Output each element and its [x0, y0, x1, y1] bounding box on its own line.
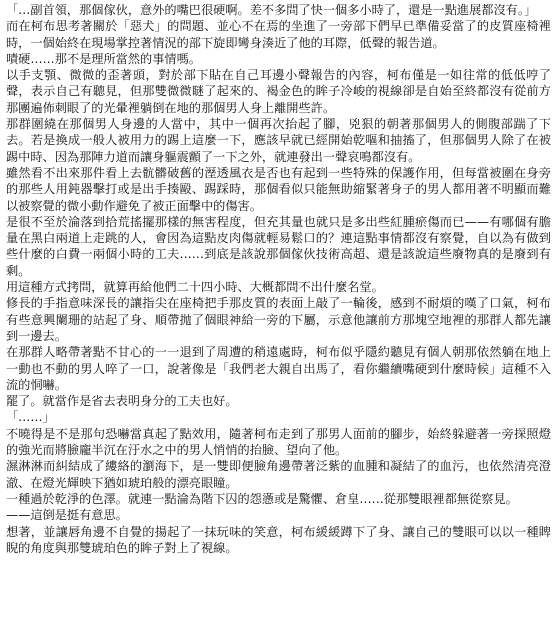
paragraph: 是很不至於淪落到拾荒搖擺那樣的無害程度，但充其量也就只是多出些紅腫瘀傷而已——有哪個有膽量在黑白兩道上走跳的人，會因為這點皮肉傷就輕易鬆口的？連這點事情都沒有察覺，自以為有做到些什麼的白費一兩個小時的工夫……到底是該說那個傢伙技術高超、還是該說這些廢物真的是廢到有剩。 [6, 214, 551, 278]
paragraph: 「…副首領，那個傢伙，意外的嘴巴很硬啊。差不多問了快一個多小時了，還是一點進展都沒有。」 [6, 3, 537, 17]
paragraph: 想著，並讓唇角邊不自覺的揚起了一抹玩味的笑意，柯布緩緩蹲下了身、讓自己的雙眼可以以一種睥睨的角度與那雙琥珀色的眸子對上了視線。 [6, 524, 551, 555]
paragraph: 修長的手指意味深長的讓指尖在座椅把手那皮質的表面上敲了一輪後，感到不耐煩的嘆了口氣，柯布有些意興闌珊的站起了身、順帶拋了個眼神給一旁的下屬，示意他讓前方那塊空地裡的那群人都先讓到一邊去。 [6, 296, 551, 343]
paragraph: 在那群人略帶著點不甘心的一一退到了周遭的稍遠處時，柯布似乎隱約聽見有個人朝那依然躺在地上一動也不動的男人啐了一口，說著像是「我們老大親自出馬了，看你繼續嘴硬到什麼時候」這種不入流的恫嚇。 [6, 345, 551, 392]
paragraph: 那群圍繞在那個男人身邊的人當中，其中一個再次抬起了腳，兇狠的朝著那個男人的側腹部踹了下去。若是換成一般人被用力的踢上這麼一下，應該早就已經開始乾嘔和抽搐了，但那個男人除了在被踢中時、因為那陣力道而讓身軀震顫了一下之外，就連發出一聲哀鳴都沒有。 [6, 117, 551, 164]
paragraph: 濕淋淋而糾結成了縷絡的瀏海下，是一雙即便臉角邊帶著泛紫的血腫和凝結了的血污，也依然清亮澄澈、在燈光輝映下猶如琥珀般的漂亮眼瞳。 [6, 459, 551, 490]
paragraph: 以手支顎、微微的歪著頭，對於部下貼在自己耳邊小聲報告的內容，柯布僅是一如往常的低低哼了聲，表示自己有聽見，但那雙微微瞇了起來的、褐金色的眸子冷峻的視線卻是自始至終都沒有從前方那團遍佈刺眼了的光暈裡躺倒在地的那個男人身上離開些許。 [6, 68, 551, 115]
paragraph: 不曉得是不是那句恐嚇當真起了點效用，隨著柯布走到了那男人面前的腳步，始終躲避著一旁探照燈的強光而將臉龐半沉在汙水之中的男人悄悄的抬臉、望向了他。 [6, 426, 551, 458]
paragraph: 罷了。就當作是省去表明身分的工夫也好。 [6, 394, 238, 409]
paragraph: 一種過於乾淨的色澤。就連一點淪為階下囚的怨懣或是驚懼、倉皇……從那雙眼裡都無從察見。 [6, 491, 518, 506]
paragraph: 用這種方式拷問，就算再給他們二十四小時、大概都問不出什麼名堂。 [6, 280, 384, 295]
paragraph: ——這倒是挺有意思。 [6, 508, 128, 523]
paragraph: 嘖硬……那不是理所當然的事情嗎。 [6, 51, 201, 66]
paragraph: 「……」 [6, 410, 55, 425]
paragraph: 而在柯布思考著關於「惡犬」的問題、並心不在焉的坐進了一旁部下們早已準備妥當了的皮質座椅裡時，一個始終在現場掌控著情況的部下旋即彎身湊近了他的耳際，低聲的報告道。 [6, 19, 551, 50]
paragraph: 雖然看不出來那件看上去骯髒破舊的溼透風衣是否也有起到一些特殊的保護作用，但每當被圍在身旁的那些人用鈍器擊打或是出手揍毆、踢踩時，那個看似只能無助縮緊著身子的男人都用著不明顯而難以被察覺的微小動作避免了被正面擊中的傷害。 [6, 165, 551, 213]
